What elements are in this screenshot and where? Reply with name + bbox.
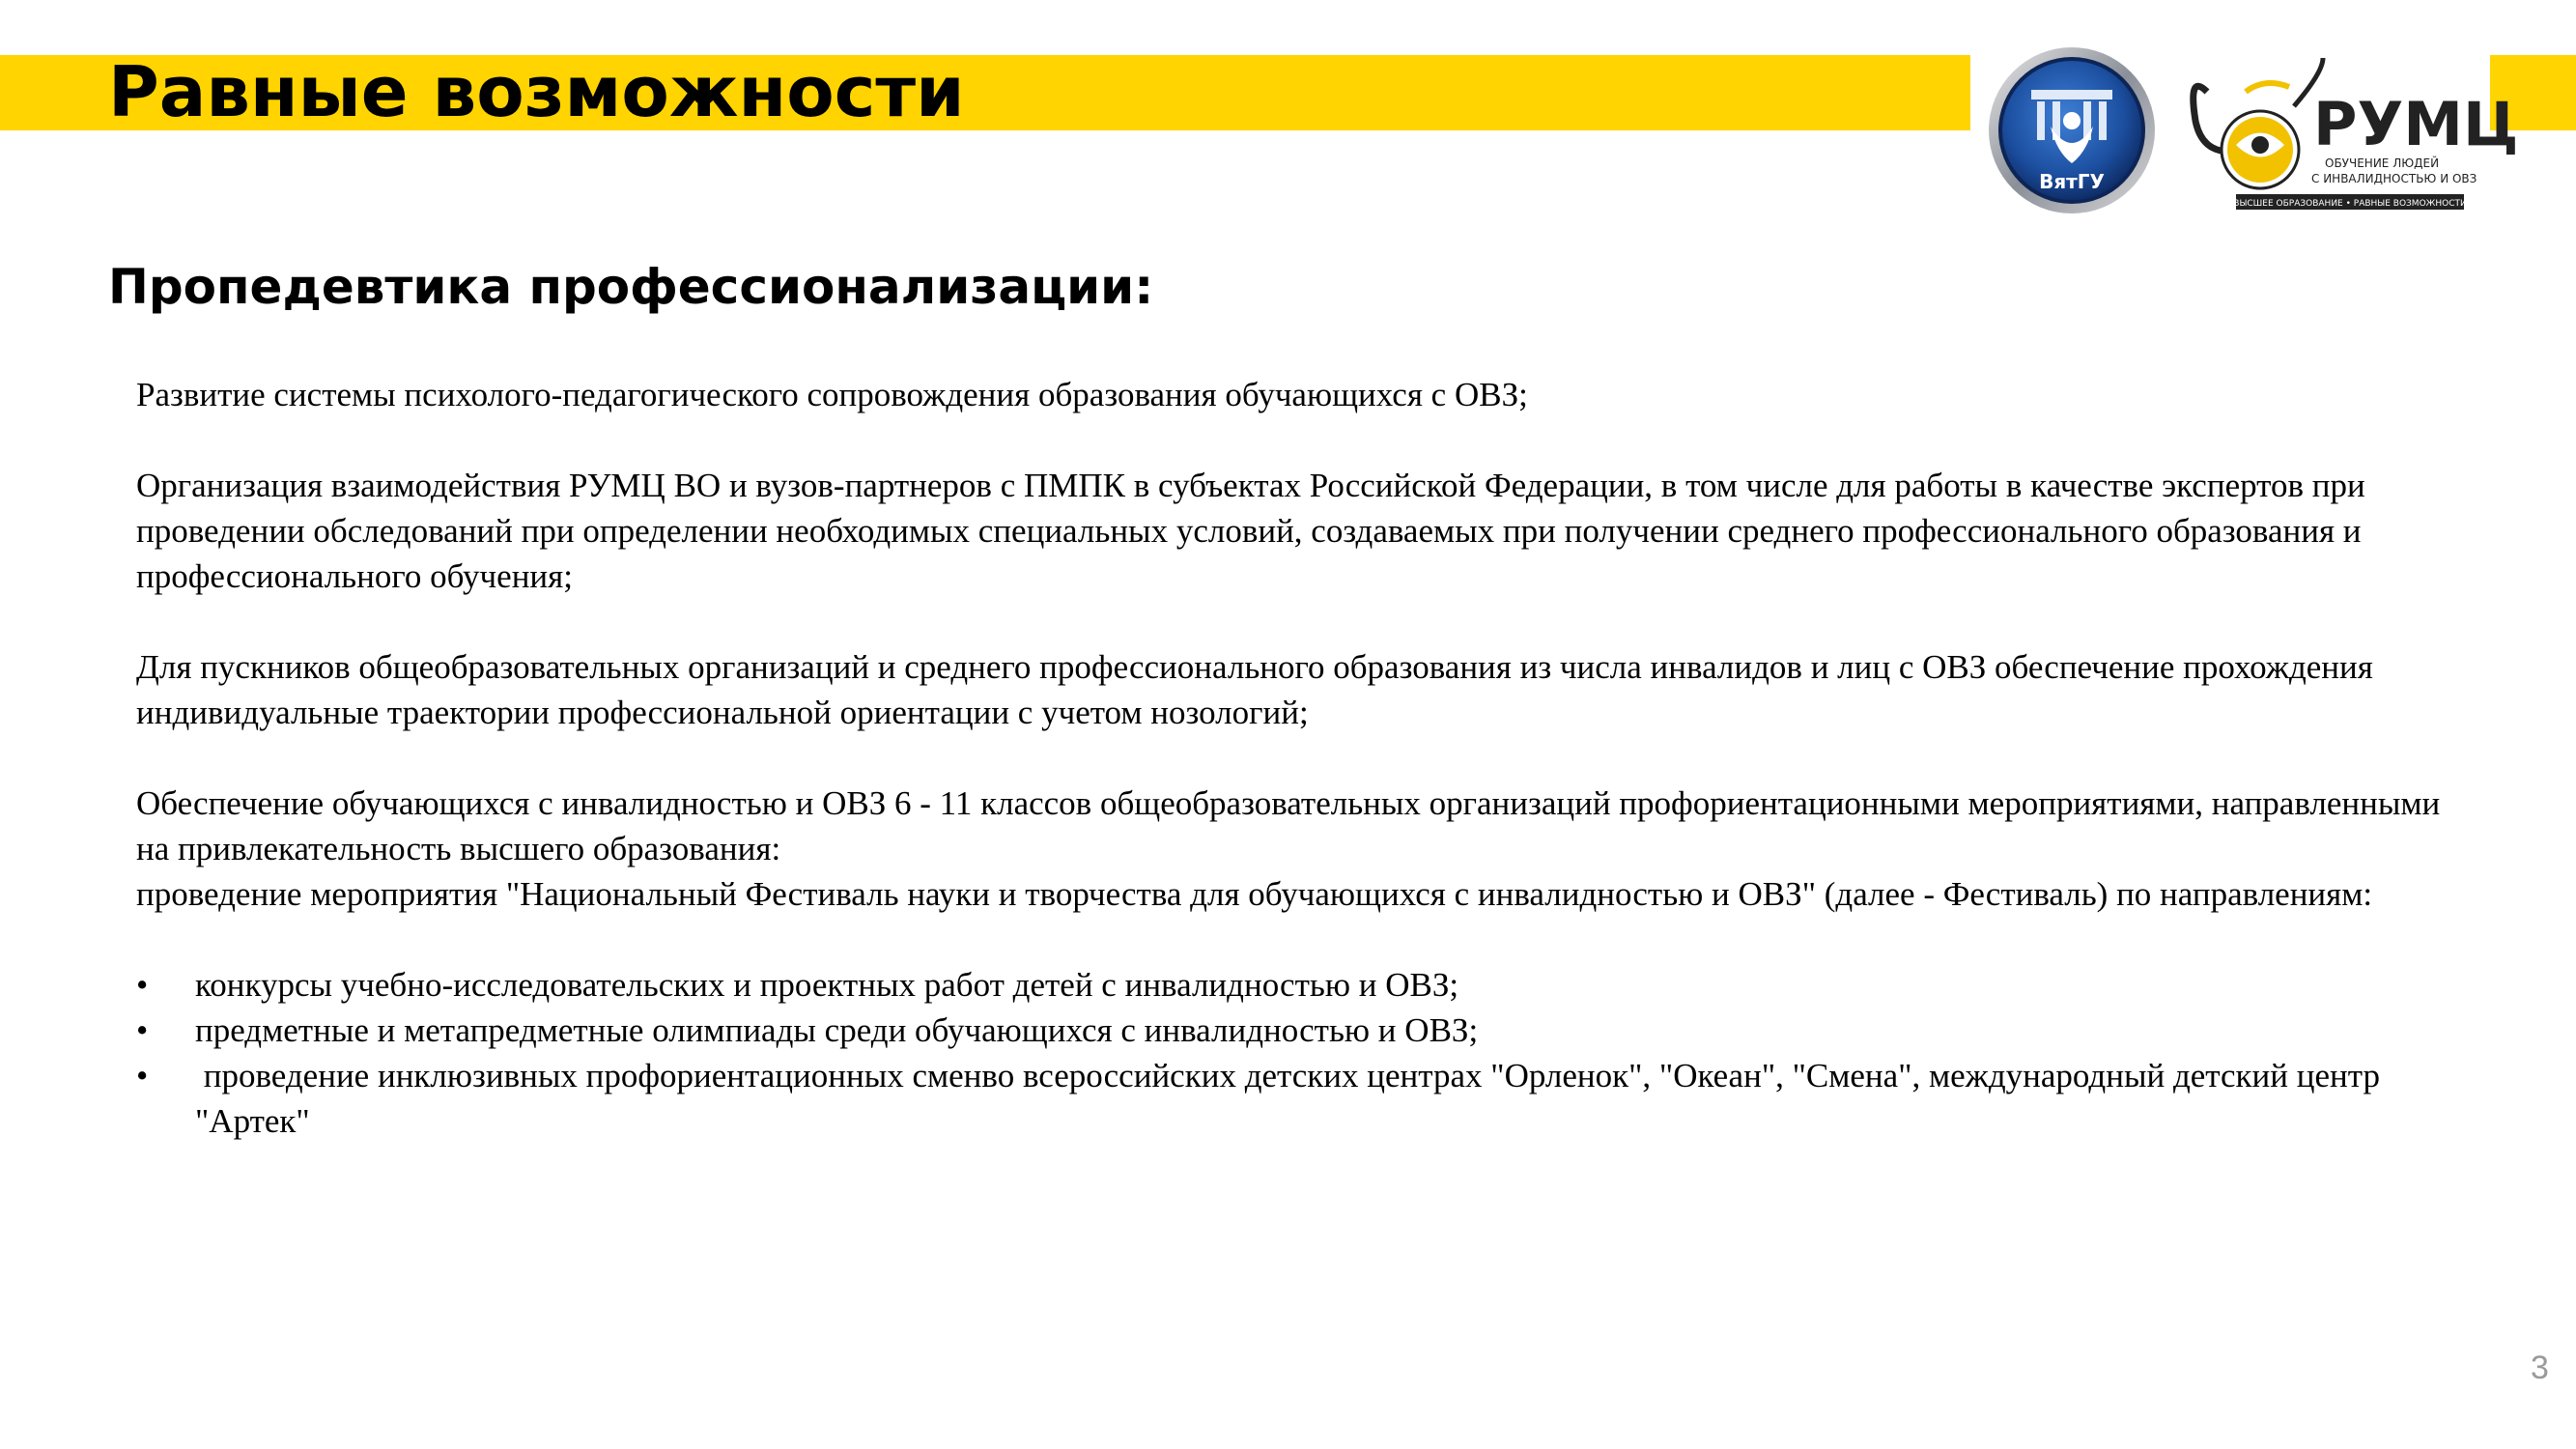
vyatgu-logo-label: ВятГУ — [2039, 170, 2105, 193]
svg-text:С ИНВАЛИДНОСТЬЮ И ОВЗ: С ИНВАЛИДНОСТЬЮ И ОВЗ — [2311, 172, 2477, 185]
festival-directions-list — [136, 962, 2454, 1144]
rumc-logo — [2178, 53, 2519, 222]
bullet-icon: • — [136, 966, 149, 1004]
slide-title: Равные возможности — [108, 51, 965, 132]
page-number: 3 — [2531, 1350, 2549, 1386]
list-item: • конкурсы учебно-исследовательских и проектных работ детей с инвалидностью и ОВЗ; — [136, 962, 2454, 1008]
bullet-icon: • — [136, 1057, 149, 1094]
svg-text:ВЫСШЕЕ ОБРАЗОВАНИЕ • РАВНЫЕ ВО: ВЫСШЕЕ ОБРАЗОВАНИЕ • РАВНЫЕ ВОЗМОЖНОСТИ — [2233, 199, 2467, 209]
paragraph-festival: проведение мероприятия "Национальный Фестиваль науки и творчества для обучающихся с инвалидностью и ОВЗ" (далее - Фестиваль) по направлениям: — [136, 875, 2373, 913]
vyatgu-logo — [1985, 43, 2159, 217]
paragraph-career-events: Обеспечение обучающихся с инвалидностью и ОВЗ 6 - 11 классов общеобразовательных организаций профориентационными мероприятиями, направленными на привлекательность высшего образования: — [136, 784, 2441, 867]
paragraph-graduates-trajectory: Для пускников общеобразовательных организаций и среднего профессионального образования из числа инвалидов и лиц с ОВЗ обеспечение прохождения индивидуальные траектории профессиональной ориентации с учетом нозологий; — [136, 648, 2373, 731]
list-item: • проведение инклюзивных профориентационных сменво всероссийских детских центрах "Орленок", "Океан", "Смена", международный детский центр "Артек" — [136, 1053, 2454, 1144]
body-content — [136, 372, 2454, 1144]
paragraph-psych-support: Развитие системы психолого-педагогического сопровождения образования обучающихся с ОВЗ; — [136, 376, 1528, 413]
rumc-logo-label: РУМЦ — [2313, 89, 2519, 159]
bullet-icon: • — [136, 1011, 149, 1049]
section-subtitle: Пропедевтика профессионализации: — [108, 259, 1154, 315]
list-item: • предметные и метапредметные олимпиады среди обучающихся с инвалидностью и ОВЗ; — [136, 1008, 2454, 1053]
svg-text:ОБУЧЕНИЕ ЛЮДЕЙ: ОБУЧЕНИЕ ЛЮДЕЙ — [2325, 156, 2440, 170]
paragraph-pmpk-cooperation: Организация взаимодействия РУМЦ ВО и вузов-партнеров с ПМПК в субъектах Российской Федерации, в том числе для работы в качестве экспертов при проведении обследований при определении необходимых специальных условий, создаваемых при получении среднего профессионального образования и профессионального обучения; — [136, 467, 2365, 595]
